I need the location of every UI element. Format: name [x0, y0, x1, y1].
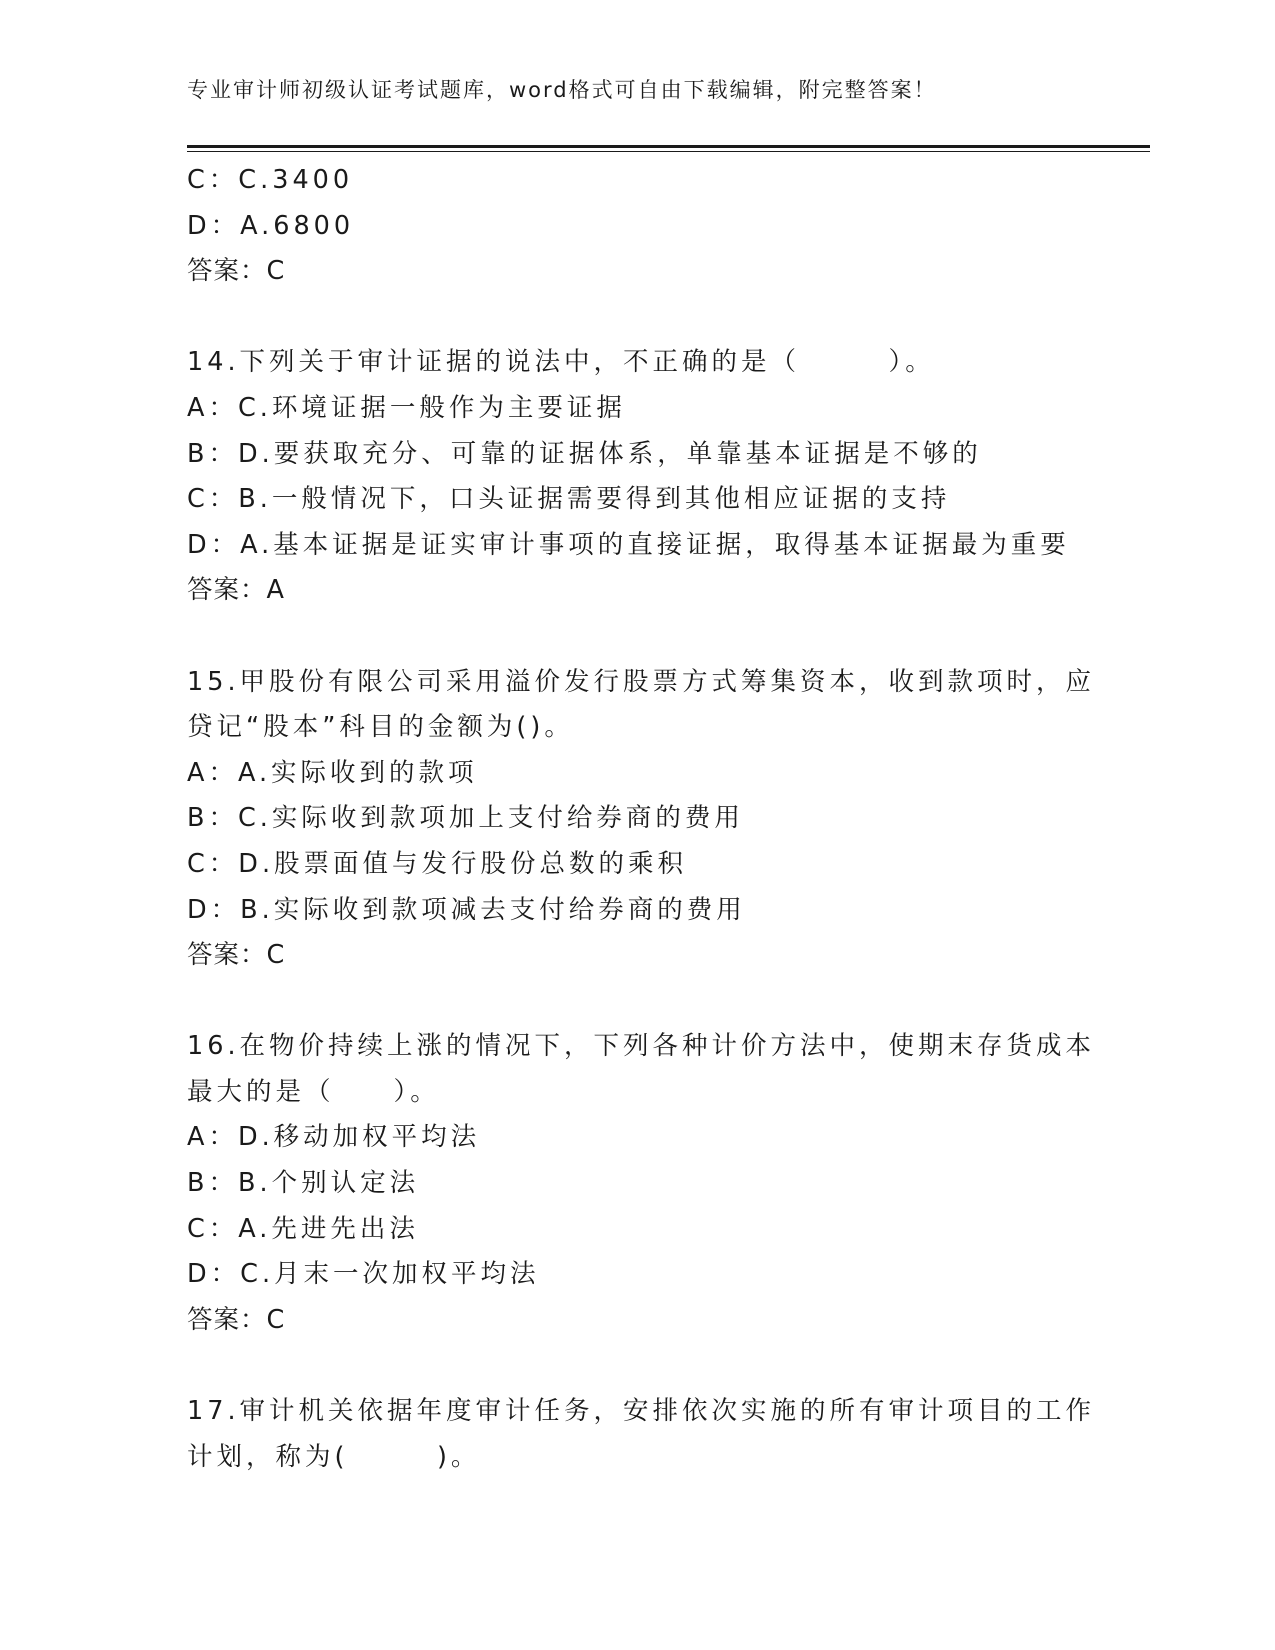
spacer [187, 979, 1087, 1025]
answer-line: 答案：C [187, 1304, 286, 1335]
question-stem-line-2: 最大的是（ ）。 [187, 1076, 440, 1107]
option-a: A：A.实际收到的款项 [187, 757, 478, 788]
option-d: D：C.月末一次加权平均法 [187, 1259, 540, 1290]
spacer [187, 295, 1087, 341]
option-d: D：A.基本证据是证实审计事项的直接证据，取得基本证据最为重要 [187, 529, 1070, 560]
option-c: C：C.3400 [187, 165, 354, 195]
option-b: B：D.要获取充分、可靠的证据体系，单靠基本证据是不够的 [187, 438, 982, 469]
question-17 [187, 1389, 1096, 1480]
option-b: B：C.实际收到款项加上支付给券商的费用 [187, 803, 744, 834]
question-stem: 14.下列关于审计证据的说法中，不正确的是（ ）。 [187, 347, 935, 378]
answer-line: 答案：C [187, 940, 286, 971]
question-16 [187, 1024, 1096, 1343]
option-a: A：D.移动加权平均法 [187, 1122, 481, 1153]
question-stem-line-1: 16.在物价持续上涨的情况下，下列各种计价方法中，使期末存货成本 [187, 1031, 1096, 1062]
option-d: D：A.6800 [187, 210, 355, 241]
previous-question-tail [187, 158, 1087, 295]
question-14 [187, 340, 1087, 614]
question-stem-line-2: 贷记“股本”科目的金额为()。 [187, 712, 574, 743]
answer-line: 答案：A [187, 575, 285, 606]
question-stem-line-1: 15.甲股份有限公司采用溢价发行股票方式筹集资本，收到款项时，应 [187, 666, 1096, 697]
spacer [187, 1343, 1087, 1389]
option-d: D：B.实际收到款项减去支付给券商的费用 [187, 894, 746, 925]
question-15 [187, 660, 1096, 979]
header-divider-thick [187, 145, 1150, 148]
header-divider-thin [187, 151, 1150, 152]
spacer [187, 614, 1087, 660]
option-b: B：B.个别认定法 [187, 1168, 420, 1199]
option-a: A：C.环境证据一般作为主要证据 [187, 392, 626, 423]
option-c: C：A.先进先出法 [187, 1213, 419, 1244]
option-c: C：B.一般情况下，口头证据需要得到其他相应证据的支持 [187, 484, 951, 515]
question-stem-line-1: 17.审计机关依据年度审计任务，安排依次实施的所有审计项目的工作 [187, 1396, 1096, 1427]
option-c: C：D.股票面值与发行股份总数的乘积 [187, 848, 688, 879]
document-body [187, 158, 1096, 1480]
answer-line: 答案：C [187, 256, 286, 287]
page-header: 专业审计师初级认证考试题库，word格式可自由下载编辑，附完整答案！ [187, 78, 937, 102]
question-stem-line-2: 计划，称为( )。 [187, 1441, 481, 1472]
